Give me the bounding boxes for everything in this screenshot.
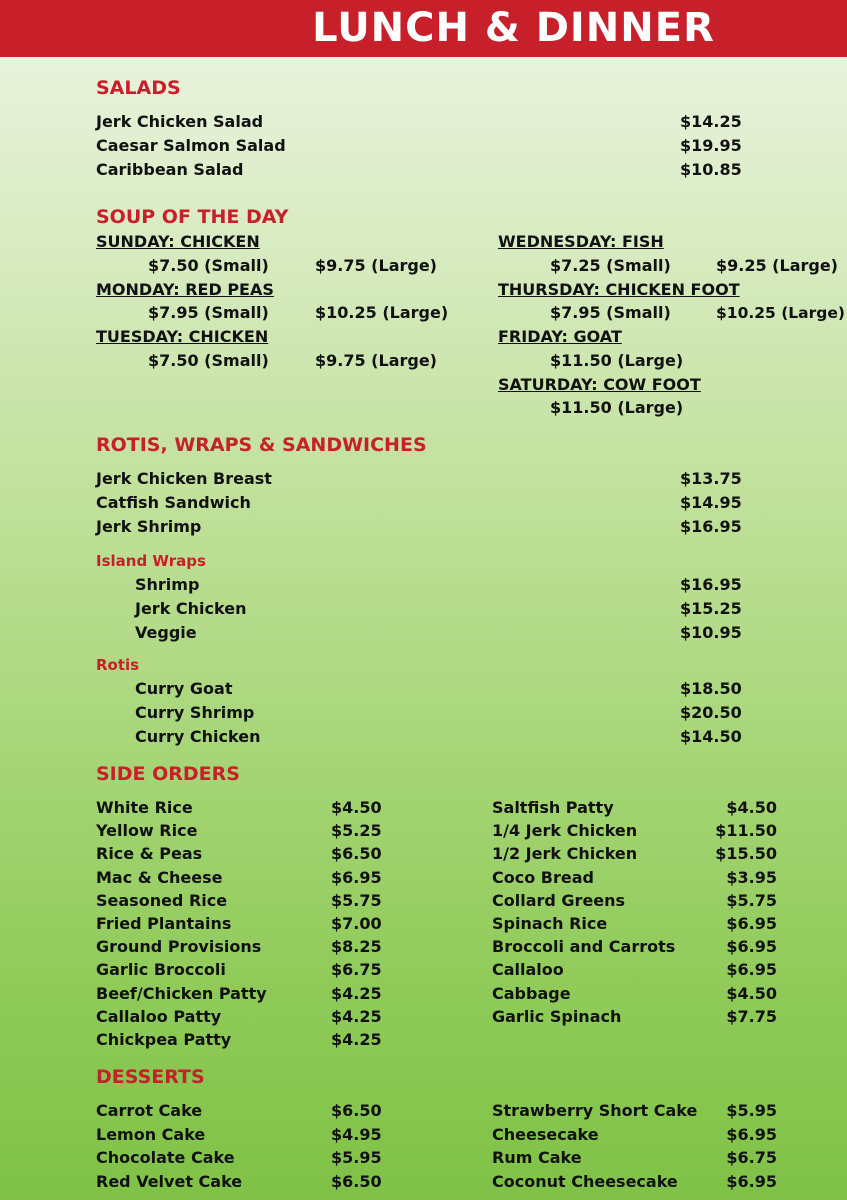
menu-item-price: $5.75 [726, 890, 777, 910]
soup-large-price: $9.75 (Large) [315, 256, 437, 275]
menu-item-price: $19.95 [680, 136, 742, 155]
menu-item-name: Red Velvet Cake [96, 1172, 243, 1192]
menu-item-price: $5.95 [726, 1101, 777, 1120]
menu-item-name: Curry Chicken [135, 727, 261, 746]
soup-small-price: $7.50 (Small) [148, 351, 269, 370]
menu-item-price: $5.25 [331, 821, 382, 841]
menu-item-price: $10.95 [680, 623, 742, 642]
menu-item-price: $8.25 [331, 937, 382, 957]
menu-item-name: Collard Greens [492, 890, 626, 910]
menu-item-name: Saltfish Patty [492, 798, 614, 817]
menu-item-name: Shrimp [135, 575, 200, 594]
soup-large-price: $10.25 (Large) [315, 303, 449, 322]
menu-item-price: $7.00 [331, 914, 382, 933]
menu-item-price: $15.25 [680, 599, 742, 618]
subsection-title-rotis: Rotis [96, 656, 140, 674]
menu-item-name: Lemon Cake [96, 1124, 206, 1144]
menu-item-name: Spinach Rice [492, 914, 608, 933]
menu-item-name: Jerk Shrimp [96, 517, 202, 536]
menu-item-name: Callaloo [492, 960, 564, 980]
section-title-salads: SALADS [96, 77, 181, 99]
menu-item-name: White Rice [96, 798, 193, 817]
menu-item-name: Fried Plantains [96, 914, 232, 933]
menu-item-name: Caribbean Salad [96, 160, 244, 179]
soup-large-price: $9.25 (Large) [716, 256, 838, 275]
menu-item-price: $18.50 [680, 679, 742, 698]
menu-item-price: $5.75 [331, 890, 382, 910]
menu-item-price: $6.95 [726, 1172, 777, 1192]
menu-item-price: $4.50 [726, 798, 777, 817]
menu-item-price: $6.75 [331, 960, 382, 980]
menu-item-name: Rice & Peas [96, 844, 203, 864]
soup-small-price: $7.25 (Small) [550, 256, 671, 275]
menu-item-name: Yellow Rice [96, 821, 198, 841]
soup-large-price: $9.75 (Large) [315, 351, 437, 370]
menu-item-price: $4.95 [331, 1124, 382, 1144]
section-title-rotis-wraps-sandwiches: ROTIS, WRAPS & SANDWICHES [96, 434, 427, 456]
menu-item-name: Catfish Sandwich [96, 493, 251, 512]
menu-item-price: $14.50 [680, 727, 742, 746]
menu-item-name: Rum Cake [492, 1148, 582, 1168]
menu-item-name: Strawberry Short Cake [492, 1101, 698, 1120]
soup-small-price: $7.50 (Small) [148, 256, 269, 275]
menu-item-name: Jerk Chicken [135, 599, 247, 618]
soup-large-price: $10.25 (Large) [716, 304, 845, 322]
menu-item-name: Chocolate Cake [96, 1148, 235, 1168]
menu-item-price: $6.50 [331, 1172, 382, 1192]
menu-item-name: Carrot Cake [96, 1101, 203, 1120]
menu-item-price: $11.50 [715, 821, 777, 841]
soup-day: FRIDAY: GOAT [498, 327, 622, 346]
menu-item-name: Ground Provisions [96, 937, 262, 957]
soup-day: SUNDAY: CHICKEN [96, 232, 260, 251]
menu-item-name: Cheesecake [492, 1124, 599, 1144]
menu-item-price: $6.75 [726, 1148, 777, 1168]
subsection-title-island-wraps: Island Wraps [96, 552, 206, 570]
menu-item-price: $13.75 [680, 469, 742, 488]
menu-item-price: $5.95 [331, 1148, 382, 1168]
section-title-side-orders: SIDE ORDERS [96, 763, 240, 785]
menu-item-price: $15.50 [715, 844, 777, 864]
soup-day: TUESDAY: CHICKEN [96, 327, 269, 346]
menu-item-price: $6.95 [331, 867, 382, 887]
menu-item-name: 1/4 Jerk Chicken [492, 821, 638, 841]
soup-small-price: $7.95 (Small) [550, 303, 671, 322]
menu-item-name: Jerk Chicken Salad [96, 112, 264, 131]
menu-item-name: Curry Shrimp [135, 703, 255, 722]
menu-item-price: $14.95 [680, 493, 742, 512]
menu-item-name: Mac & Cheese [96, 867, 223, 887]
menu-item-name: Caesar Salmon Salad [96, 136, 286, 155]
menu-item-price: $7.75 [726, 1006, 777, 1026]
menu-item-price: $16.95 [680, 575, 742, 594]
menu-item-price: $6.95 [726, 937, 777, 957]
menu-item-price: $6.95 [726, 1124, 777, 1144]
menu-item-name: Garlic Spinach [492, 1006, 622, 1026]
page-title: LUNCH & DINNER [312, 5, 715, 51]
menu-item-price: $4.50 [331, 798, 382, 817]
menu-item-price: $4.25 [331, 983, 382, 1003]
menu-item-name: Chickpea Patty [96, 1030, 232, 1049]
soup-small-price: $7.95 (Small) [148, 303, 269, 322]
menu-item-price: $14.25 [680, 112, 742, 131]
menu-item-price: $4.50 [726, 983, 777, 1003]
menu-item-name: Veggie [135, 623, 197, 642]
menu-item-price: $6.50 [331, 1101, 382, 1120]
menu-item-price: $6.95 [726, 914, 777, 933]
menu-item-name: Garlic Broccoli [96, 960, 226, 980]
menu-item-price: $6.50 [331, 844, 382, 864]
menu-item-price: $4.25 [331, 1006, 382, 1026]
menu-item-name: Beef/Chicken Patty [96, 983, 267, 1003]
section-title-desserts: DESSERTS [96, 1066, 205, 1088]
menu-item-name: Broccoli and Carrots [492, 937, 676, 957]
menu-item-price: $3.95 [726, 867, 777, 887]
soup-large-price: $11.50 (Large) [550, 351, 684, 370]
section-title-soup: SOUP OF THE DAY [96, 206, 289, 228]
menu-item-price: $4.25 [331, 1030, 382, 1049]
menu-item-name: 1/2 Jerk Chicken [492, 844, 638, 864]
menu-item-name: Seasoned Rice [96, 890, 228, 910]
menu-item-price: $6.95 [726, 960, 777, 980]
menu-item-name: Coco Bread [492, 867, 594, 887]
menu-item-name: Coconut Cheesecake [492, 1172, 678, 1192]
soup-day: THURSDAY: CHICKEN FOOT [498, 280, 740, 299]
soup-day: MONDAY: RED PEAS [96, 280, 274, 299]
menu-item-price: $10.85 [680, 160, 742, 179]
menu-item-name: Jerk Chicken Breast [96, 469, 272, 488]
soup-large-price: $11.50 (Large) [550, 398, 684, 417]
menu-item-name: Callaloo Patty [96, 1006, 222, 1026]
menu-item-name: Curry Goat [135, 679, 233, 698]
soup-day: WEDNESDAY: FISH [498, 232, 664, 251]
menu-item-name: Cabbage [492, 983, 571, 1003]
menu-item-price: $16.95 [680, 517, 742, 536]
header-banner [0, 0, 847, 57]
soup-day: SATURDAY: COW FOOT [498, 375, 701, 394]
menu-item-price: $20.50 [680, 703, 742, 722]
